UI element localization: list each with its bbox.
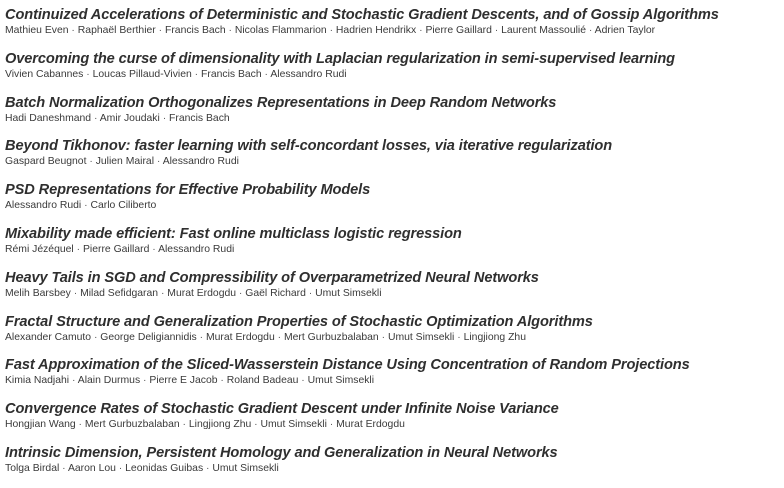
author-name[interactable]: Kimia Nadjahi — [5, 375, 70, 387]
author-name[interactable]: Umut Simsekli — [307, 375, 375, 387]
author-separator: · — [251, 419, 261, 431]
author-name[interactable]: Umut Simsekli — [260, 419, 327, 431]
author-separator: · — [86, 156, 96, 168]
paper-title-link[interactable]: Mixability made efficient: Fast online multiclass logistic regression — [5, 225, 462, 242]
author-name[interactable]: Melih Barsbey — [5, 287, 71, 299]
author-list — [5, 199, 784, 212]
paper-item — [5, 6, 784, 50]
author-name[interactable]: Alessandro Rudi — [5, 200, 82, 212]
paper-item — [5, 269, 784, 313]
paper-item — [5, 94, 784, 138]
paper-item — [5, 313, 784, 357]
author-separator: · — [298, 375, 308, 387]
author-separator: · — [73, 243, 83, 255]
author-list — [5, 112, 784, 125]
author-name[interactable]: Mert Gurbuzbalaban — [84, 419, 180, 431]
author-separator: · — [91, 112, 100, 124]
author-separator: · — [326, 419, 337, 431]
author-name[interactable]: Gaspard Beugnot — [5, 156, 87, 168]
author-separator: · — [69, 375, 78, 387]
paper-item — [5, 181, 784, 225]
author-separator: · — [586, 25, 595, 36]
paper-item — [5, 356, 784, 400]
author-separator: · — [416, 25, 426, 36]
author-name[interactable]: Francis Bach — [201, 68, 262, 80]
paper-title-link[interactable]: Beyond Tikhonov: faster learning with self-concordant losses, via iterative regularization — [5, 138, 613, 155]
author-name[interactable]: Alessandro Rudi — [270, 68, 347, 80]
author-name[interactable]: Hadi Daneshmand — [5, 112, 92, 124]
author-name[interactable]: Julien Mairal — [95, 156, 155, 168]
author-name[interactable]: Pierre Gaillard — [425, 25, 492, 36]
author-separator: · — [378, 331, 388, 343]
author-name[interactable]: Hongjian Wang — [5, 419, 76, 431]
author-name[interactable]: Rémi Jézéquel — [5, 243, 74, 255]
author-separator: · — [326, 25, 336, 36]
paper-title-link[interactable]: Batch Normalization Orthogonalizes Representations in Deep Random Networks — [5, 94, 557, 111]
author-name[interactable]: Murat Erdogdu — [336, 419, 405, 431]
paper-title-link[interactable]: Heavy Tails in SGD and Compressibility of Overparametrized Neural Networks — [5, 269, 539, 286]
author-name[interactable]: Hadrien Hendrikx — [335, 25, 417, 36]
author-name[interactable]: Amir Joudaki — [99, 112, 160, 124]
author-separator: · — [196, 331, 206, 343]
author-separator: · — [83, 68, 93, 80]
author-separator: · — [261, 68, 271, 80]
paper-item — [5, 50, 784, 94]
author-name[interactable]: Raphaël Berthier — [77, 25, 156, 36]
author-separator: · — [491, 25, 502, 36]
paper-title-link[interactable]: Fast Approximation of the Sliced-Wasserstein Distance Using Concentration of Random Projections — [5, 357, 690, 374]
author-name[interactable]: Nicolas Flammarion — [234, 25, 327, 36]
paper-title-link[interactable]: Intrinsic Dimension, Persistent Homology and Generalization in Neural Networks — [5, 444, 558, 461]
paper-item — [5, 400, 784, 444]
author-separator: · — [154, 156, 163, 168]
author-list — [5, 24, 784, 37]
author-list — [5, 243, 784, 256]
author-separator: · — [115, 462, 126, 474]
author-name[interactable]: Aaron Lou — [67, 462, 116, 474]
paper-title-link[interactable]: Convergence Rates of Stochastic Gradient Descent under Infinite Noise Variance — [5, 401, 559, 418]
author-name[interactable]: Murat Erdogdu — [167, 287, 237, 299]
author-separator: · — [158, 287, 168, 299]
author-name[interactable]: Lingjiong Zhu — [188, 419, 252, 431]
author-name[interactable]: Leonidas Guibas — [125, 462, 204, 474]
paper-item — [5, 225, 784, 269]
author-list — [5, 68, 784, 81]
author-separator: · — [75, 419, 85, 431]
author-name[interactable]: Murat Erdogdu — [206, 331, 275, 343]
author-separator: · — [159, 112, 170, 124]
paper-item — [5, 137, 784, 181]
author-name[interactable]: Pierre Gaillard — [82, 243, 150, 255]
author-separator: · — [70, 287, 81, 299]
author-name[interactable]: Alain Durmus — [77, 375, 141, 387]
author-name[interactable]: Umut Simsekli — [212, 462, 279, 474]
author-separator: · — [59, 462, 68, 474]
author-name[interactable]: Vivien Cabannes — [5, 68, 84, 80]
author-separator: · — [191, 68, 202, 80]
author-separator: · — [81, 200, 91, 212]
paper-title-link[interactable]: PSD Representations for Effective Probability Models — [5, 182, 371, 199]
author-name[interactable]: George Deligiannidis — [100, 331, 197, 343]
author-separator: · — [140, 375, 150, 387]
author-list — [5, 287, 784, 300]
author-name[interactable]: Pierre E Jacob — [149, 375, 218, 387]
author-list — [5, 462, 784, 475]
author-name[interactable]: Gaël Richard — [245, 287, 306, 299]
paper-title-link[interactable]: Continuized Accelerations of Deterministic and Stochastic Gradient Descents, and of Gossip Algorithms — [5, 7, 719, 23]
author-name[interactable]: Mathieu Even — [5, 25, 69, 36]
author-list — [5, 374, 784, 387]
author-name[interactable]: Francis Bach — [165, 25, 226, 36]
paper-title-link[interactable]: Fractal Structure and Generalization Properties of Stochastic Optimization Algorithms — [5, 313, 593, 330]
paper-title-link[interactable]: Overcoming the curse of dimensionality with Laplacian regularization in semi-supervised learning — [5, 50, 675, 67]
author-separator: · — [91, 331, 101, 343]
author-name[interactable]: Umut Simsekli — [315, 287, 382, 299]
author-name[interactable]: Mert Gurbuzbalaban — [283, 331, 379, 343]
author-list — [5, 418, 784, 431]
author-separator: · — [305, 287, 316, 299]
author-name[interactable]: Carlo Ciliberto — [90, 200, 157, 212]
author-separator: · — [225, 25, 235, 36]
author-separator: · — [454, 331, 464, 343]
author-separator: · — [236, 287, 246, 299]
author-name[interactable]: Loucas Pillaud-Vivien — [92, 68, 192, 80]
author-name[interactable]: Laurent Massoulié — [501, 25, 586, 36]
author-name[interactable]: Alexander Camuto — [5, 331, 92, 343]
author-separator: · — [155, 25, 165, 36]
author-separator: · — [149, 243, 159, 255]
author-name[interactable]: Tolga Birdal — [5, 462, 60, 474]
author-name[interactable]: Alessandro Rudi — [158, 243, 235, 255]
author-separator: · — [217, 375, 227, 387]
author-name[interactable]: Milad Sefidgaran — [80, 287, 159, 299]
author-list — [5, 331, 784, 344]
author-name[interactable]: Adrien Taylor — [594, 25, 656, 36]
author-list — [5, 155, 784, 168]
author-name[interactable]: Lingjiong Zhu — [463, 331, 526, 343]
author-name[interactable]: Alessandro Rudi — [162, 156, 239, 168]
author-separator: · — [203, 462, 213, 474]
author-separator: · — [68, 25, 78, 36]
author-separator: · — [274, 331, 284, 343]
author-name[interactable]: Umut Simsekli — [387, 331, 455, 343]
author-name[interactable]: Francis Bach — [169, 112, 230, 124]
author-separator: · — [179, 419, 189, 431]
paper-item — [5, 444, 784, 488]
author-name[interactable]: Roland Badeau — [226, 375, 299, 387]
